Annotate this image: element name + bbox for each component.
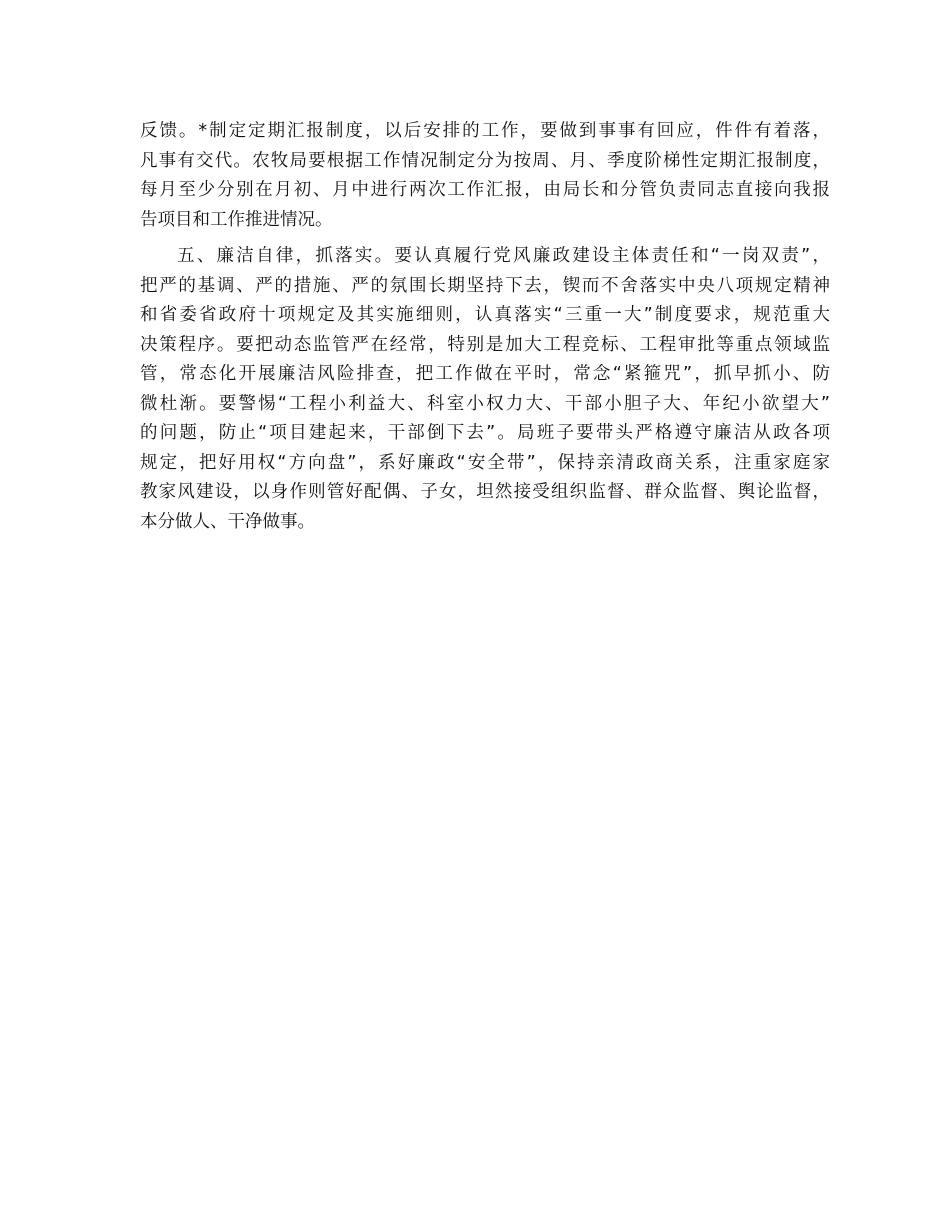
- text-line: 每月至少分别在月初、月中进行两次工作汇报，由局长和分管负责同志直接向我报: [140, 180, 830, 200]
- text-line: 决策程序。要把动态监管严在经常，特别是加大工程竞标、工程审批等重点领域监: [140, 334, 830, 355]
- text-line: 把严的基调、严的措施、严的氛围长期坚持下去，锲而不舍落实中央八项规定精神: [140, 275, 830, 296]
- document-body: [140, 117, 830, 537]
- paragraph-integrity-self-discipline: [140, 242, 830, 537]
- text-line: 微杜渐。要警惕“工程小利益大、科室小权力大、干部小胆子大、年纪小欲望大”: [140, 393, 830, 414]
- text-line: 五、廉洁自律，抓落实。要认真履行党风廉政建设主体责任和“一岗双责”，: [177, 246, 830, 266]
- text-line: 反馈。*制定定期汇报制度，以后安排的工作，要做到事事有回应，件件有着落，: [140, 121, 830, 141]
- text-line: 的问题，防止“项目建起来，干部倒下去”。局班子要带头严格遵守廉洁从政各项: [140, 423, 830, 443]
- paragraph-reporting-system: [140, 117, 830, 235]
- text-line: 告项目和工作推进情况。: [140, 209, 333, 230]
- text-line: 本分做人、干净做事。: [140, 511, 315, 532]
- text-line: 管，常态化开展廉洁风险排查，把工作做在平时，常念“紧箍咒”，抓早抓小、防: [140, 364, 830, 384]
- text-line: 教家风建设，以身作则管好配偶、子女，坦然接受组织监督、群众监督、舆论监督，: [140, 482, 830, 502]
- text-line: 凡事有交代。农牧局要根据工作情况制定分为按周、月、季度阶梯性定期汇报制度，: [140, 150, 830, 171]
- text-line: 规定，把好用权“方向盘”，系好廉政“安全带”，保持亲清政商关系，注重家庭家: [140, 452, 830, 473]
- text-line: 和省委省政府十项规定及其实施细则，认真落实“三重一大”制度要求，规范重大: [140, 305, 830, 325]
